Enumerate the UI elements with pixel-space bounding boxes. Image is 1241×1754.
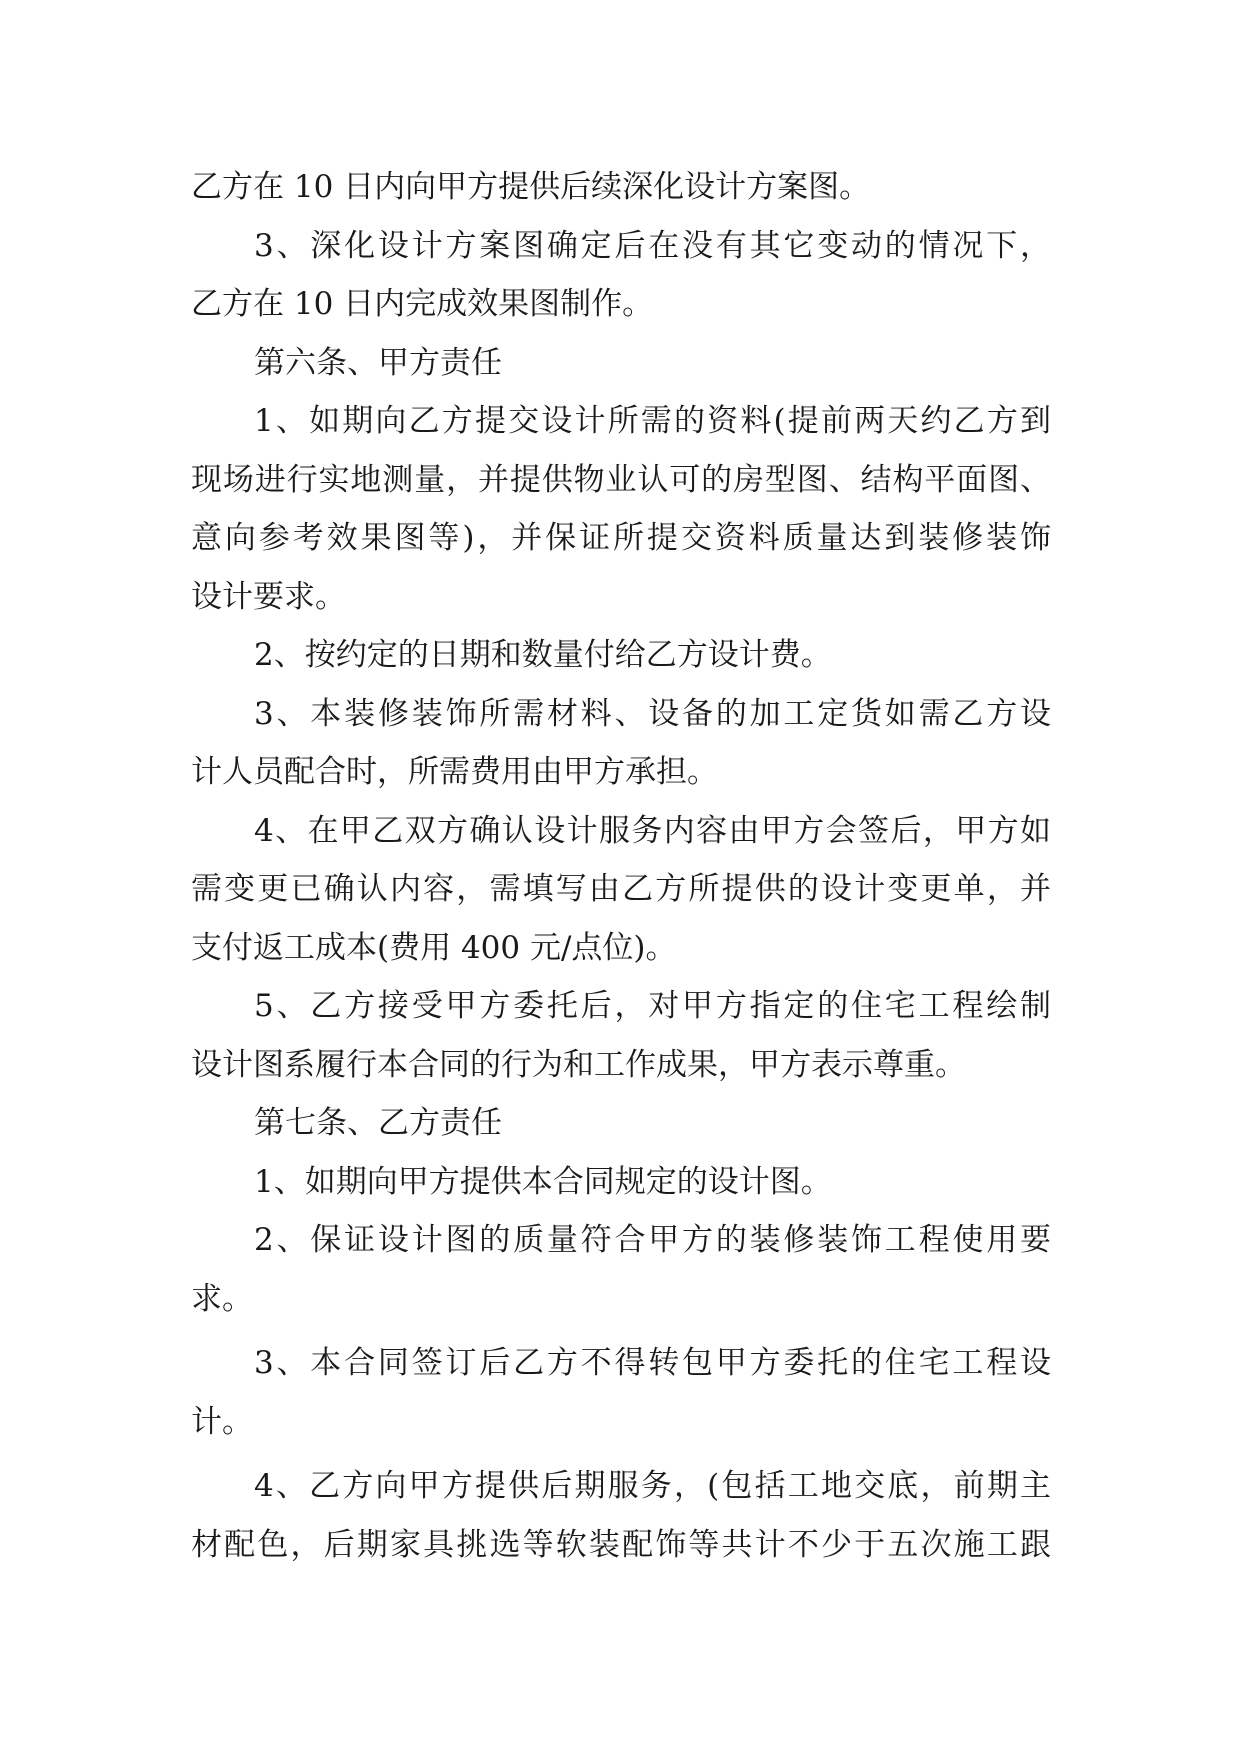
text-line: 4、乙方向甲方提供后期服务，(包括工地交底，前期主: [254, 1468, 1051, 1504]
text-line: 乙方在 10 日内向甲方提供后续深化设计方案图。: [191, 169, 871, 205]
text-line: 1、如期向甲方提供本合同规定的设计图。: [254, 1163, 832, 1200]
section-heading-7: 第七条、乙方责任: [254, 1105, 502, 1141]
text-line: 2、按约定的日期和数量付给乙方设计费。: [254, 637, 832, 673]
text-line: 1、如期向乙方提交设计所需的资料(提前两天约乙方到: [254, 403, 1051, 439]
text-line: 支付返工成本(费用 400 元/点位)。: [191, 929, 677, 966]
text-line: 3、深化设计方案图确定后在没有其它变动的情况下，: [254, 227, 1051, 264]
text-line: 乙方在 10 日内完成效果图制作。: [191, 286, 654, 322]
text-line: 求。: [191, 1280, 253, 1317]
text-line: 设计图系履行本合同的行为和工作成果，甲方表示尊重。: [191, 1046, 966, 1083]
text-line: 材配色，后期家具挑选等软装配饰等共计不少于五次施工跟: [191, 1526, 1051, 1563]
text-line: 计。: [191, 1403, 253, 1440]
text-line: 计人员配合时，所需费用由甲方承担。: [191, 754, 718, 790]
text-line: 2、保证设计图的质量符合甲方的装修装饰工程使用要: [254, 1222, 1051, 1258]
text-line: 需变更已确认内容，需填写由乙方所提供的设计变更单，并: [191, 871, 1051, 907]
text-line: 3、本装修装饰所需材料、设备的加工定货如需乙方设: [254, 695, 1051, 732]
text-line: 现场进行实地测量，并提供物业认可的房型图、结构平面图、: [191, 461, 1051, 498]
text-line: 4、在甲乙双方确认设计服务内容由甲方会签后，甲方如: [254, 812, 1051, 849]
text-line: 3、本合同签订后乙方不得转包甲方委托的住宅工程设: [254, 1345, 1051, 1381]
text-line: 设计要求。: [191, 578, 346, 615]
text-line: 意向参考效果图等)，并保证所提交资料质量达到装修装饰: [191, 520, 1051, 556]
document-body: [191, 158, 1051, 1574]
text-line: 5、乙方接受甲方委托后，对甲方指定的住宅工程绘制: [254, 988, 1051, 1024]
section-heading-6: 第六条、甲方责任: [254, 344, 502, 381]
